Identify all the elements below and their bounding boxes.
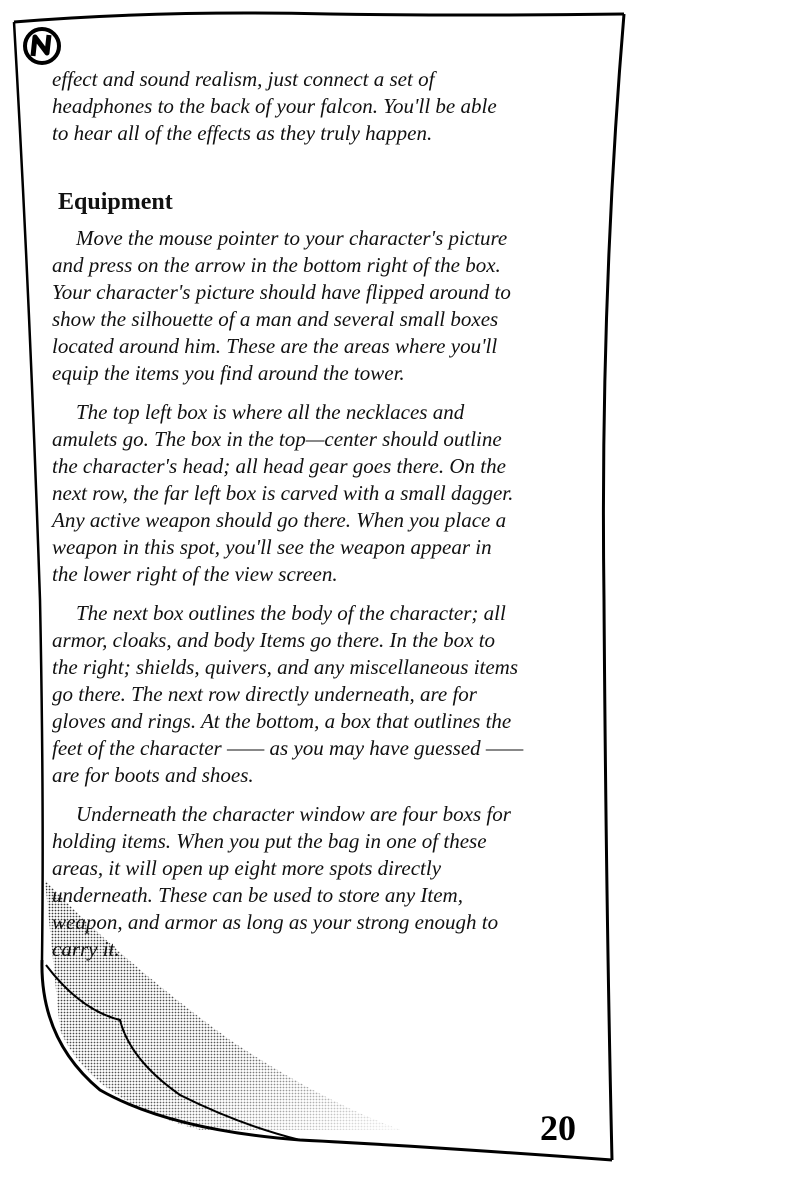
section-heading: Equipment xyxy=(58,189,173,215)
text-line: Any active weapon should go there. When you place a xyxy=(52,508,507,532)
text-line: to hear all of the effects as they truly happen. xyxy=(52,121,433,145)
text-line: Underneath the character window are four boxs for xyxy=(76,802,511,826)
text-line: gloves and rings. At the bottom, a box that outlines the xyxy=(52,709,512,733)
text-line: are for boots and shoes. xyxy=(52,763,254,787)
text-line: holding items. When you put the bag in one of these xyxy=(52,829,487,853)
text-line: located around him. These are the areas where you'll xyxy=(52,334,498,358)
text-line: weapon, and armor as long as your strong enough to xyxy=(52,910,499,934)
text-line: show the silhouette of a man and several small boxes xyxy=(52,307,499,331)
text-line: effect and sound realism, just connect a set of xyxy=(52,67,435,91)
text-line: next row, the far left box is carved with a small dagger. xyxy=(52,481,514,505)
page-number: 20 xyxy=(540,1108,576,1148)
text-line: carry it. xyxy=(52,937,120,961)
text-line: the lower right of the view screen. xyxy=(52,562,338,586)
text-line: Move the mouse pointer to your character's picture xyxy=(76,226,508,250)
text-line: go there. The next row directly underneath, are for xyxy=(52,682,477,706)
text-line: feet of the character —— as you may have guessed —— xyxy=(52,736,524,760)
paragraph xyxy=(52,600,592,789)
text-line: amulets go. The box in the top—center should outline xyxy=(52,427,502,451)
text-line: headphones to the back of your falcon. You'll be able xyxy=(52,94,497,118)
text-line: Your character's picture should have flipped around to xyxy=(52,280,511,304)
text-line: the right; shields, quivers, and any miscellaneous items xyxy=(52,655,519,679)
intro-paragraph xyxy=(52,66,592,147)
text-line: underneath. These can be used to store any Item, xyxy=(52,883,463,907)
text-line: weapon in this spot, you'll see the weapon appear in xyxy=(52,535,492,559)
text-line: equip the items you find around the tower. xyxy=(52,361,405,385)
text-line: The top left box is where all the necklaces and xyxy=(76,400,465,424)
text-line: the character's head; all head gear goes there. On the xyxy=(52,454,506,478)
body-text xyxy=(52,66,592,975)
text-line: areas, it will open up eight more spots directly xyxy=(52,856,442,880)
text-line: and press on the arrow in the bottom right of the box. xyxy=(52,253,501,277)
paragraph xyxy=(52,225,592,387)
text-line: The next box outlines the body of the character; all xyxy=(76,601,506,625)
text-line: armor, cloaks, and body Items go there. In the box to xyxy=(52,628,496,652)
paragraph xyxy=(52,801,592,963)
stylized-n-logo-icon xyxy=(22,26,62,66)
paragraph xyxy=(52,399,592,588)
